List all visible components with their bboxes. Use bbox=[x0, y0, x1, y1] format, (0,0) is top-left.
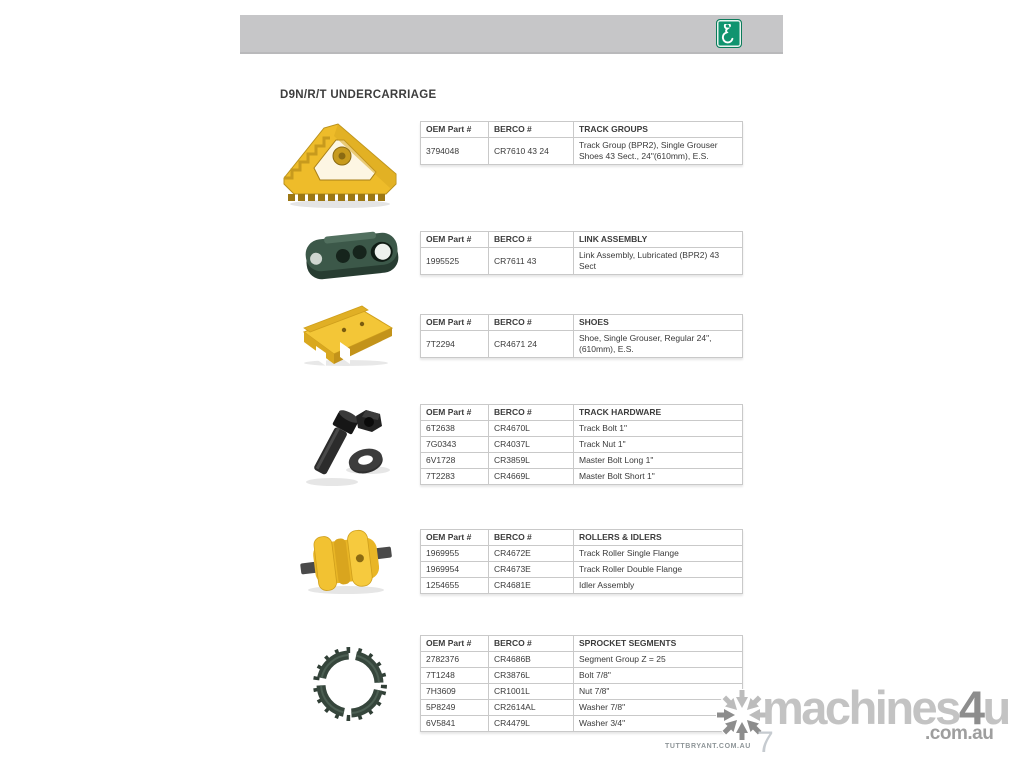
column-header: BERCO # bbox=[489, 405, 574, 421]
table-cell: CR4670L bbox=[489, 421, 574, 437]
table-cell: Track Roller Single Flange bbox=[574, 546, 743, 562]
column-header: OEM Part # bbox=[421, 636, 489, 652]
link-assembly-image bbox=[300, 222, 404, 288]
table-cell: 5P8249 bbox=[421, 700, 489, 716]
parts-table-sprocket-segments bbox=[420, 635, 743, 732]
shoe-image bbox=[296, 304, 398, 368]
machines4u-wordmark: machines4u bbox=[762, 681, 1009, 734]
table-cell: Master Bolt Short 1" bbox=[574, 469, 743, 485]
table-cell: CR4669L bbox=[489, 469, 574, 485]
column-header: OEM Part # bbox=[421, 122, 489, 138]
table-cell: CR4479L bbox=[489, 716, 574, 732]
table-cell: 7G0343 bbox=[421, 437, 489, 453]
table-cell: Track Bolt 1" bbox=[574, 421, 743, 437]
table-cell: Idler Assembly bbox=[574, 578, 743, 594]
table-row bbox=[421, 578, 743, 594]
table-row bbox=[421, 437, 743, 453]
column-header: OEM Part # bbox=[421, 530, 489, 546]
table-row bbox=[421, 421, 743, 437]
category-header: ROLLERS & IDLERS bbox=[574, 530, 743, 546]
track-group-image bbox=[276, 114, 410, 210]
table-cell: CR7610 43 24 bbox=[489, 138, 574, 165]
table-cell: 2782376 bbox=[421, 652, 489, 668]
table-cell: 1969954 bbox=[421, 562, 489, 578]
parts-table-link-assembly bbox=[420, 231, 743, 275]
table-cell: CR4672E bbox=[489, 546, 574, 562]
category-header: TRACK GROUPS bbox=[574, 122, 743, 138]
track-hardware-image bbox=[298, 400, 400, 490]
table-cell: Washer 3/4" bbox=[574, 716, 743, 732]
table-cell: 6T2638 bbox=[421, 421, 489, 437]
table-cell: 6V1728 bbox=[421, 453, 489, 469]
table-row bbox=[421, 453, 743, 469]
tutt-bryant-hook-logo bbox=[716, 19, 742, 48]
column-header: BERCO # bbox=[489, 122, 574, 138]
table-cell: 7T2294 bbox=[421, 331, 489, 358]
table-row bbox=[421, 248, 743, 275]
table-cell: CR4671 24 bbox=[489, 331, 574, 358]
table-row bbox=[421, 652, 743, 668]
table-cell: 1995525 bbox=[421, 248, 489, 275]
machines4u-domain: .com.au bbox=[925, 723, 994, 744]
crane-hook-icon bbox=[720, 24, 738, 44]
table-row bbox=[421, 138, 743, 165]
table-cell: 1969955 bbox=[421, 546, 489, 562]
table-row bbox=[421, 546, 743, 562]
parts-table-track-hardware bbox=[420, 404, 743, 485]
table-row bbox=[421, 469, 743, 485]
column-header: OEM Part # bbox=[421, 232, 489, 248]
category-header: TRACK HARDWARE bbox=[574, 405, 743, 421]
table-cell: Segment Group Z = 25 bbox=[574, 652, 743, 668]
table-cell: CR3859L bbox=[489, 453, 574, 469]
parts-table-rollers-idlers bbox=[420, 529, 743, 594]
table-cell: Track Group (BPR2), Single Grouser Shoes 43 Sect., 24"(610mm), E.S. bbox=[574, 138, 743, 165]
table-row bbox=[421, 668, 743, 684]
category-header: SPROCKET SEGMENTS bbox=[574, 636, 743, 652]
table-cell: 1254655 bbox=[421, 578, 489, 594]
table-cell: Track Nut 1" bbox=[574, 437, 743, 453]
column-header: BERCO # bbox=[489, 530, 574, 546]
table-row bbox=[421, 684, 743, 700]
table-cell: CR4037L bbox=[489, 437, 574, 453]
table-cell: CR7611 43 bbox=[489, 248, 574, 275]
header-bar bbox=[240, 15, 783, 54]
table-cell: 3794048 bbox=[421, 138, 489, 165]
table-cell: CR3876L bbox=[489, 668, 574, 684]
table-row bbox=[421, 331, 743, 358]
page-title: D9N/R/T UNDERCARRIAGE bbox=[280, 89, 437, 101]
table-cell: CR4681E bbox=[489, 578, 574, 594]
table-cell: 7T2283 bbox=[421, 469, 489, 485]
table-cell: Nut 7/8" bbox=[574, 684, 743, 700]
table-cell: 7H3609 bbox=[421, 684, 489, 700]
category-header: LINK ASSEMBLY bbox=[574, 232, 743, 248]
column-header: OEM Part # bbox=[421, 405, 489, 421]
column-header: BERCO # bbox=[489, 315, 574, 331]
parts-table-shoes bbox=[420, 314, 743, 358]
table-cell: 6V5841 bbox=[421, 716, 489, 732]
table-cell: Washer 7/8" bbox=[574, 700, 743, 716]
table-row bbox=[421, 716, 743, 732]
roller-idler-image bbox=[298, 524, 394, 596]
parts-table-track-groups bbox=[420, 121, 743, 165]
table-cell: Master Bolt Long 1" bbox=[574, 453, 743, 469]
table-cell: Track Roller Double Flange bbox=[574, 562, 743, 578]
table-cell: CR4686B bbox=[489, 652, 574, 668]
footer-site-url: TUTTBRYANT.COM.AU bbox=[665, 743, 751, 750]
table-cell: Shoe, Single Grouser, Regular 24", (610mm), E.S. bbox=[574, 331, 743, 358]
category-header: SHOES bbox=[574, 315, 743, 331]
table-cell: Link Assembly, Lubricated (BPR2) 43 Sect bbox=[574, 248, 743, 275]
table-cell: CR2614AL bbox=[489, 700, 574, 716]
table-row bbox=[421, 700, 743, 716]
column-header: BERCO # bbox=[489, 636, 574, 652]
table-cell: 7T1248 bbox=[421, 668, 489, 684]
table-cell: CR4673E bbox=[489, 562, 574, 578]
table-cell: CR1001L bbox=[489, 684, 574, 700]
table-row bbox=[421, 562, 743, 578]
sprocket-segments-image bbox=[310, 634, 390, 732]
column-header: BERCO # bbox=[489, 232, 574, 248]
column-header: OEM Part # bbox=[421, 315, 489, 331]
table-cell: Bolt 7/8" bbox=[574, 668, 743, 684]
page-number: 7 bbox=[757, 726, 774, 759]
